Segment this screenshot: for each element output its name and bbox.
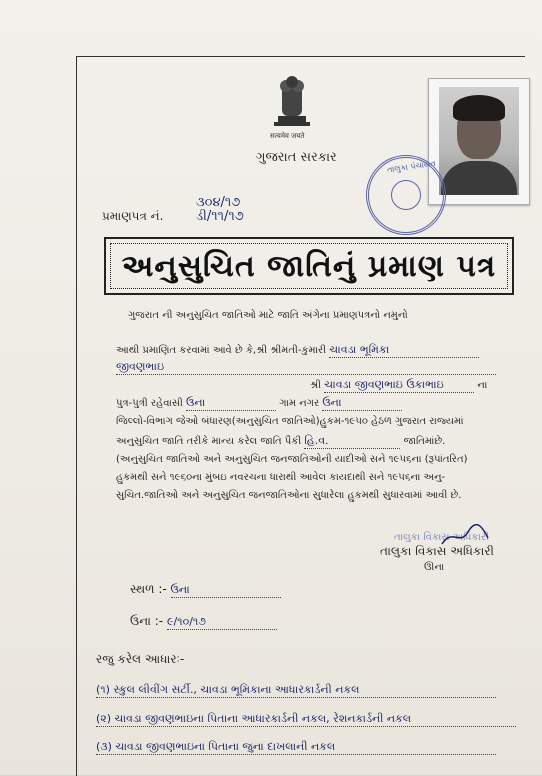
line1-prefix: આથી પ્રમાણિત કરવામાં આવે છે કે,શ્રી શ્રીમતી-કુમારી bbox=[116, 345, 327, 356]
date-line bbox=[130, 614, 277, 630]
line6-prefix: અનુસુચિત જાતિ તરીકે માન્ય કરેલ જાતિ પૈકી bbox=[116, 436, 302, 447]
certificate-title: અનુસુચિત જાતિનું પ્રમાણ પત્ર bbox=[110, 243, 508, 289]
place-label: સ્થળ :- bbox=[130, 582, 167, 596]
panchayat-seal bbox=[366, 155, 446, 235]
line3-prefix: શ્રી bbox=[310, 380, 322, 391]
applicant-name: ચાવડા ભૂમિકા bbox=[329, 343, 479, 358]
seal-text: તાલુકા પંચાયત bbox=[386, 158, 437, 175]
line4-mid: ગામ નગર bbox=[279, 398, 320, 409]
attachment-item: (૧) સ્કુલ લીવીંગ સર્ટી., ચાવડા ભૂમિકાના આધારકાર્ડની નકલ bbox=[96, 683, 496, 698]
certificate-number-line2: ડી/૧૧/૧૭ bbox=[196, 209, 244, 224]
body-line-1 bbox=[116, 343, 479, 358]
government-name: ગુજરાત સરકાર bbox=[256, 150, 337, 165]
body-line-4 bbox=[116, 396, 402, 411]
title-box bbox=[104, 237, 514, 295]
date-value: ૯/૧૦/૧૭ bbox=[167, 615, 277, 630]
place-value: ઉના bbox=[171, 583, 281, 598]
body-line-3 bbox=[310, 378, 487, 393]
attachment-item: (૨) ચાવડા જીવણભાઇના પિતાના આધારકાર્ડની નકલ, રેશનકાર્ડની નકલ bbox=[96, 712, 516, 727]
certificate-number-label: પ્રમાણપત્ર નં. bbox=[102, 209, 164, 223]
attachment-item: (૩) ચાવડા જીવણભાઇના પિતાના જુના દાખલાની નકલ bbox=[96, 740, 496, 755]
resident-village: ઉના bbox=[186, 396, 276, 411]
certificate-subtitle: ગુજરાત ની અનુસુચિત જાતિઓ માટે જાતિ અંગેના પ્રમાણપત્રનો નમુનો bbox=[128, 310, 408, 321]
certificate-number-line1: ૩૦૪/૧૭ bbox=[196, 195, 241, 210]
body-line-8: હુકમથી સને ૧૯૬૦ના મુંબઇ નવરચના ધારાથી આવેલ કાયદાથી સને ૧૯૫૬ના અનુ- bbox=[116, 472, 446, 483]
line4-prefix: પુત્ર-પુત્રી રહેવાસી bbox=[116, 398, 183, 409]
body-line-2 bbox=[116, 360, 496, 375]
body-line-6 bbox=[116, 434, 445, 449]
body-line-9: સુચિત.જાતિઓ અને અનુસુચિત જનજાતિઓના સુધારેલા હુકમથી સુધારવામાં આવી છે. bbox=[116, 490, 462, 501]
officer-stamp: તાલુકા વિકાસ અધિકારી bbox=[394, 532, 489, 543]
line3-suffix: ના bbox=[477, 380, 488, 391]
officer-signature-block bbox=[380, 532, 510, 582]
place-line bbox=[130, 582, 281, 598]
body-line-7: (અનુસુચિત જાતિઓ અને અનુસુચિત જનજાતિઓની યાદીઓ સને ૧૯૫૬ના (રૂપાંતરિત) bbox=[116, 454, 468, 465]
officer-place: ઊના bbox=[424, 562, 445, 573]
certificate-number bbox=[196, 196, 244, 224]
line6-suffix: જાતિમાંછે. bbox=[403, 436, 446, 447]
officer-title: તાલુકા વિકાસ અધિકારી bbox=[380, 544, 494, 558]
attachments-heading: રજુ કરેલ આધારઃ- bbox=[96, 652, 185, 666]
resident-town: ઉના bbox=[322, 396, 402, 411]
parent-name: ચાવડા જીવણભાઇ ઉકાભાઇ bbox=[324, 378, 474, 393]
caste-name: હિ.વ. bbox=[304, 434, 400, 449]
date-label: ઉના :- bbox=[130, 614, 164, 628]
body-line-5: જિલ્લો-વિભાગ જેઓ બંધારણ(અનુસુચિત જાતિઓ)હુકમ-૧૯૫૦ હેઠળ ગુજરાત રાજ્યમાં bbox=[116, 416, 464, 427]
applicant-name-cont: જીવણભાઇ bbox=[116, 360, 496, 375]
emblem-caption: सत्यमेव जयते bbox=[270, 132, 305, 140]
